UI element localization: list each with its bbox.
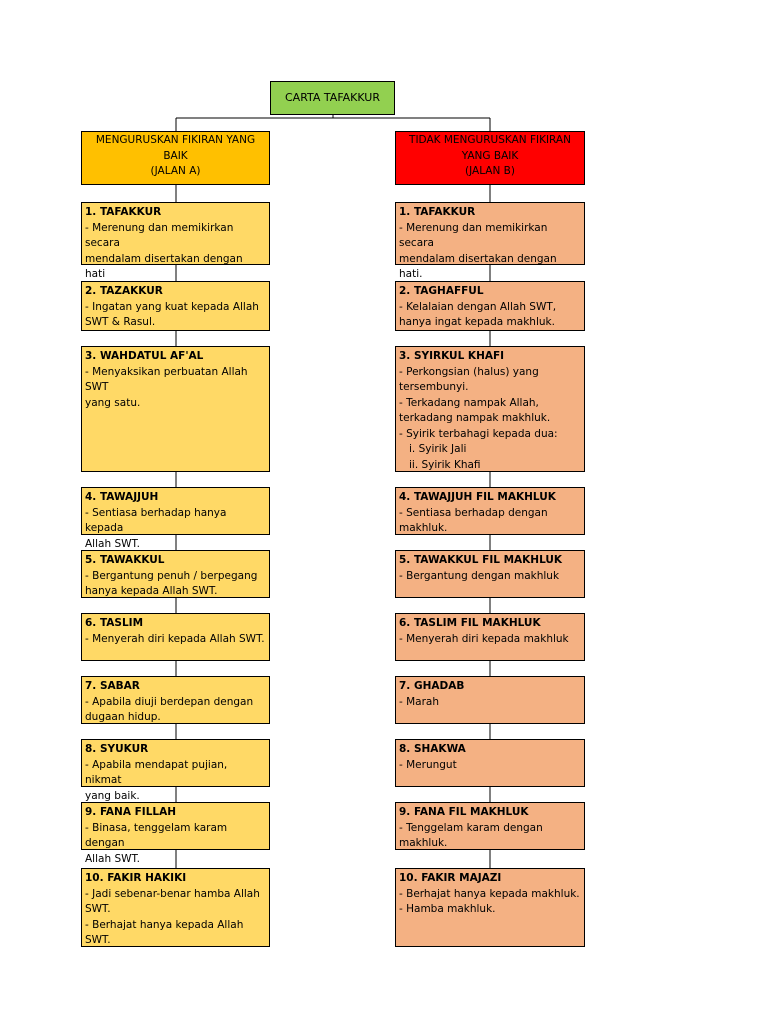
header-line: TIDAK MENGURUSKAN FIKIRAN bbox=[409, 134, 571, 146]
card-title: 1. TAFAKKUR bbox=[85, 206, 162, 218]
card-sabar bbox=[81, 676, 270, 724]
header-line: MENGURUSKAN FIKIRAN YANG bbox=[95, 134, 256, 146]
card-line: yang baik. bbox=[85, 789, 140, 802]
card-line: - Menyerah diri kepada Allah SWT. bbox=[85, 632, 265, 645]
card-line: - Ingatan yang kuat kepada Allah bbox=[85, 300, 259, 313]
card-line: - Merenung dan memikirkan secara bbox=[85, 221, 234, 249]
card-wahdatul-afal bbox=[81, 346, 270, 472]
card-line: - Jadi sebenar-benar hamba Allah bbox=[85, 887, 260, 900]
card-line: - Binasa, tenggelam karam dengan bbox=[85, 821, 228, 849]
card-line: - Apabila mendapat pujian, nikmat bbox=[85, 758, 228, 786]
card-shakwa bbox=[395, 739, 585, 787]
card-title: 7. GHADAB bbox=[399, 680, 465, 692]
card-line: - Merungut bbox=[399, 758, 457, 771]
card-fakir-majazi bbox=[395, 868, 585, 947]
card-line: dugaan hidup. bbox=[85, 711, 161, 723]
card-title: 2. TAGHAFFUL bbox=[399, 285, 484, 297]
card-line: hanya kepada Allah SWT. bbox=[85, 585, 218, 597]
card-title: 3. SYIRKUL KHAFI bbox=[399, 350, 505, 362]
card-line: i. Syirik Jali bbox=[409, 443, 467, 455]
card-tawajjuh bbox=[81, 487, 270, 550]
card-line: - Marah bbox=[399, 695, 440, 708]
card-line: - Terkadang nampak Allah, bbox=[399, 396, 539, 409]
card-line: - Bergantung penuh / berpegang bbox=[85, 569, 258, 582]
card-tafakkur-a bbox=[81, 202, 270, 280]
card-line: - Merenung dan memikirkan secara bbox=[399, 221, 548, 249]
card-line: - Tenggelam karam dengan bbox=[399, 821, 543, 834]
card-fakir-hakiki bbox=[81, 868, 270, 947]
card-line: makhluk. bbox=[399, 837, 448, 849]
card-line: - Menyaksikan perbuatan Allah SWT bbox=[85, 365, 248, 393]
card-line: terkadang nampak makhluk. bbox=[399, 412, 551, 424]
card-line: - Bergantung dengan makhluk bbox=[399, 569, 560, 582]
card-line: ii. Syirik Khafi bbox=[409, 458, 481, 471]
card-tawajjuh-fil-makhluk bbox=[395, 487, 585, 535]
card-title: 3. WAHDATUL AF'AL bbox=[85, 350, 204, 362]
card-title: 4. TAWAJJUH bbox=[85, 491, 159, 503]
card-taslim bbox=[81, 613, 270, 661]
card-title: 4. TAWAJJUH FIL MAKHLUK bbox=[399, 491, 556, 503]
card-line: Allah SWT. bbox=[85, 852, 140, 865]
card-line: SWT. bbox=[85, 903, 111, 915]
card-title: 2. TAZAKKUR bbox=[85, 285, 163, 297]
card-line: yang satu. bbox=[85, 396, 141, 409]
card-title: 5. TAWAKKUL FIL MAKHLUK bbox=[399, 554, 563, 566]
card-line: - Berhajat hanya kepada Allah SWT. bbox=[85, 918, 244, 946]
card-syukur bbox=[81, 739, 270, 802]
card-line: tersembunyi. bbox=[399, 381, 469, 393]
card-title: 10. FAKIR HAKIKI bbox=[85, 872, 187, 884]
card-title: 1. TAFAKKUR bbox=[399, 206, 476, 218]
card-line: - Syirik terbahagi kepada dua: bbox=[399, 427, 558, 440]
card-line: - Hamba makhluk. bbox=[399, 903, 496, 915]
card-line: - Sentiasa berhadap dengan bbox=[399, 506, 548, 519]
card-fana-fil-makhluk bbox=[395, 802, 585, 850]
card-fana-fillah bbox=[81, 802, 270, 865]
card-line: SWT & Rasul. bbox=[85, 316, 156, 328]
card-line: - Berhajat hanya kepada makhluk. bbox=[399, 887, 580, 900]
card-line: - Apabila diuji berdepan dengan bbox=[85, 695, 254, 708]
card-taghafful bbox=[395, 281, 585, 331]
card-line: mendalam disertakan dengan hati. bbox=[399, 252, 557, 280]
card-line: - Kelalaian dengan Allah SWT, bbox=[399, 300, 557, 313]
card-line: mendalam disertakan dengan hati bbox=[85, 252, 243, 280]
card-title: 9. FANA FILLAH bbox=[85, 806, 176, 818]
card-title: 8. SHAKWA bbox=[399, 743, 466, 755]
card-syirkul-khafi bbox=[395, 346, 585, 472]
card-title: 9. FANA FIL MAKHLUK bbox=[399, 806, 529, 818]
card-taslim-fil-makhluk bbox=[395, 613, 585, 661]
card-line: Allah SWT. bbox=[85, 537, 140, 550]
card-title: 5. TAWAKKUL bbox=[85, 554, 165, 566]
card-title: 7. SABAR bbox=[85, 680, 140, 692]
card-tawakkul bbox=[81, 550, 270, 598]
card-line: makhluk. bbox=[399, 522, 448, 534]
card-line: - Perkongsian (halus) yang bbox=[399, 365, 539, 378]
card-title: 6. TASLIM FIL MAKHLUK bbox=[399, 617, 541, 629]
header-line: (JALAN A) bbox=[150, 165, 201, 177]
card-line: - Sentiasa berhadap hanya kepada bbox=[85, 506, 227, 534]
header-line: (JALAN B) bbox=[465, 165, 515, 177]
card-title: 6. TASLIM bbox=[85, 617, 144, 629]
card-title: 10. FAKIR MAJAZI bbox=[399, 872, 502, 884]
card-line: hanya ingat kepada makhluk. bbox=[399, 316, 555, 328]
card-title: 8. SYUKUR bbox=[85, 743, 149, 755]
card-tafakkur-b bbox=[395, 202, 585, 280]
card-tawakkul-fil-makhluk bbox=[395, 550, 585, 598]
header-jalan-b bbox=[395, 131, 585, 185]
card-tazakkur bbox=[81, 281, 270, 331]
header-jalan-a bbox=[81, 131, 270, 185]
card-ghadab bbox=[395, 676, 585, 724]
card-line: - Menyerah diri kepada makhluk bbox=[399, 632, 569, 645]
chart-title: CARTA TAFAKKUR bbox=[270, 81, 395, 115]
header-line: YANG BAIK bbox=[461, 149, 519, 162]
header-line: BAIK bbox=[163, 149, 188, 162]
